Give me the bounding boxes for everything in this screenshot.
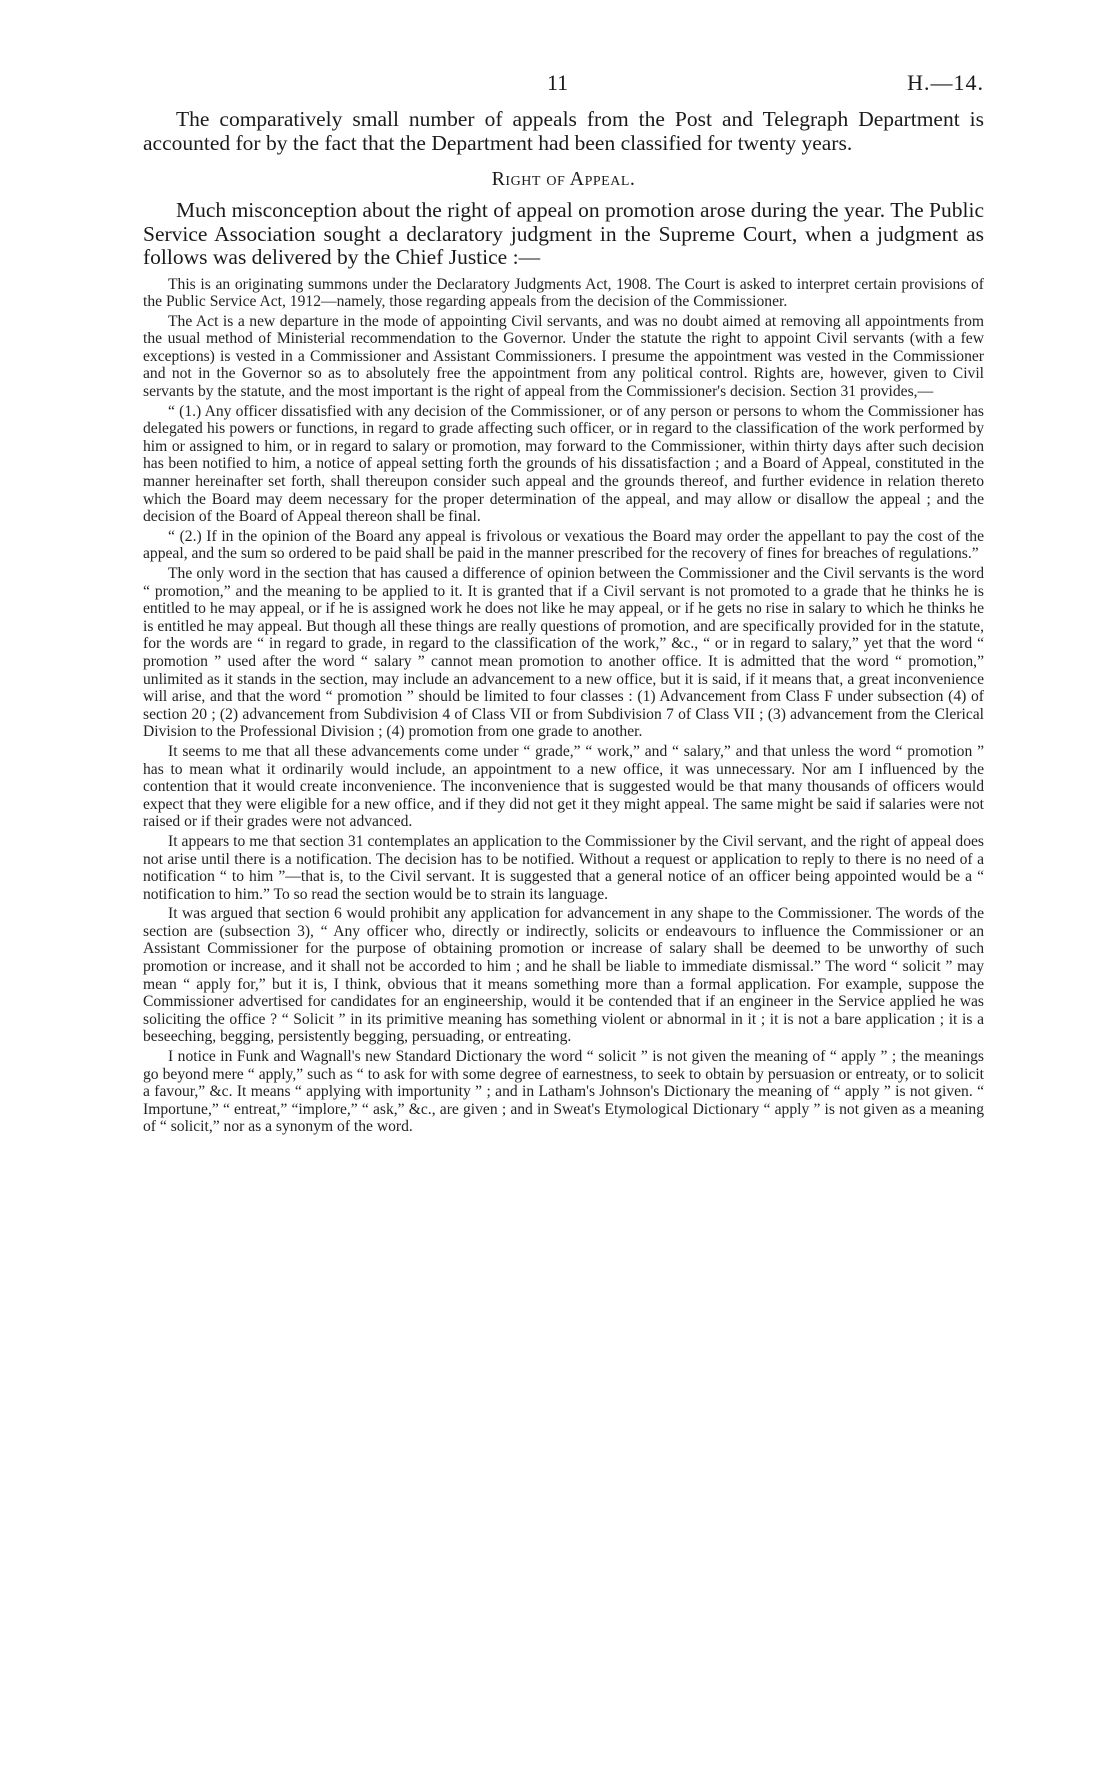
page-reference: H.—14. <box>907 70 984 95</box>
section-heading: Right of Appeal. <box>491 168 636 190</box>
page-header <box>143 70 984 108</box>
judgment-paragraph: The Act is a new departure in the mode of appointing Civil servants, and was no doubt aimed at removing all appointments from the usual method of Ministerial recommendation to the Governor. Under the statute the right to appoint Civil servants (with a few exceptions) is vested in a Commissioner and Assistant Commissioners. I presume the appointment was vested in the Commissioner and not in the Governor so as to absolutely free the appointment from any political control. Rights are, however, given to Civil servants by the statute, and the most important is the right of appeal from the Commissioner's decision. Section 31 provides,— <box>143 312 984 401</box>
judgment-paragraph: It seems to me that all these advancements come under “ grade,” “ work,” and “ salary,” and that unless the word “ promotion ” has to mean what it ordinarily would include, an appointment to a new office, it was unnecessary. Nor am I influenced by the contention that it would create inconvenience. The inconvenience that is suggested would be that many thousands of officers would expect that they were eligible for a new office, and if they did not get it they might appeal. The same might be said if salaries were not raised or if their grades were not advanced. <box>143 742 984 831</box>
judgment-paragraph: It was argued that section 6 would prohibit any application for advancement in any shape to the Commissioner. The words of the section are (subsection 3), “ Any officer who, directly or indirectly, solicits or endeavours to influence the Commissioner or an Assistant Commissioner for the purpose of obtaining promotion or increase of salary shall be deemed to be unworthy of such promotion or increase, and it shall not be accorded to him ; and he shall be liable to immediate dismissal.” The word “ solicit ” may mean “ apply for,” but it is, I think, obvious that it means something more than a formal application. For example, suppose the Commissioner advertised for candidates for an engineership, would it be contended that if an engineer in the Service applied he was soliciting the office ? “ Solicit ” in its primitive meaning has something violent or abnormal in it ; it is not a bare application ; it is a beseeching, begging, persistently begging, persuading, or entreating. <box>143 905 984 1046</box>
judgment-paragraph: “ (2.) If in the opinion of the Board any appeal is frivolous or vexatious the Board may order the appellant to pay the cost of the appeal, and the sum so ordered to be paid shall be paid in the manner prescribed for the recovery of fines for breaches of regulations.” <box>143 527 984 563</box>
judgment-paragraph: “ (1.) Any officer dissatisfied with any decision of the Commissioner, or of any person or persons to whom the Commissioner has delegated his powers or functions, in regard to grade affecting such officer, or in regard to the classification of the work performed by him or assigned to him, or in regard to salary or promotion, may forward to the Commissioner, within thirty days after such decision has been notified to him, a notice of appeal setting forth the grounds of his dissatisfaction ; and a Board of Appeal, constituted in the manner hereinafter set forth, shall thereupon consider such appeal and the grounds thereof, and further evidence in relation thereto which the Board may deem necessary for the proper determination of the appeal, and may allow or disallow the appeal ; and the decision of the Board of Appeal thereon shall be final. <box>143 402 984 526</box>
judgment-paragraph: I notice in Funk and Wagnall's new Standard Dictionary the word “ solicit ” is not given the meaning of “ apply ” ; the meanings go beyond mere “ apply,” such as “ to ask for with some degree of earnestness, to seek to obtain by persuasion or entreaty, or to solicit a favour,” &c. It means “ applying with importunity ” ; and in Latham's Johnson's Dictionary the meaning of “ apply ” is not given. “ Importune,” “ entreat,” “implore,” “ ask,” &c., are given ; and in Sweat's Etymological Dictionary “ apply ” is not given as a meaning of “ solicit,” nor as a synonym of the word. <box>143 1048 984 1136</box>
judgment-paragraph: This is an originating summons under the Declaratory Judgments Act, 1908. The Court is asked to interpret certain provisions of the Public Service Act, 1912—namely, those regarding appeals from the decision of the Commissioner. <box>143 275 984 311</box>
page-number: 11 <box>547 70 569 95</box>
judgment-paragraph: The only word in the section that has caused a difference of opinion between the Commissioner and the Civil servants is the word “ promotion,” and the meaning to be applied to it. It is granted that if a Civil servant is not promoted to a grade that he thinks he is entitled to he may appeal, or if he is assigned work he does not like he may appeal, or if he gets no rise in salary to which he thinks he is entitled he may appeal. But though all these things are really questions of promotion, and are specifically provided for in the statute, for the words are “ in regard to grade, in regard to the classification of the work,” &c., “ or in regard to salary,” yet that the word “ promotion ” used after the word “ salary ” cannot mean promotion to another office. It is admitted that the word “ promotion,” unlimited as it stands in the section, may include an advancement to a new office, but it is said, if it means that, a great inconvenience will arise, and that the word “ promotion ” should be limited to four classes : (1) Advancement from Class F under subsection (4) of section 20 ; (2) advancement from Subdivision 4 of Class VII or from Subdivision 7 of Class VII ; (3) advancement from the Clerical Division to the Professional Division ; (4) promotion from one grade to another. <box>143 565 984 741</box>
judgment-quote <box>143 276 984 1137</box>
body-paragraph: Much misconception about the right of appeal on promotion arose during the year. The Public Service Association sought a declaratory judgment in the Supreme Court, when a judgment as follows was delivered by the Chief Justice :— <box>143 198 984 269</box>
intro-paragraph: The comparatively small number of appeals from the Post and Telegraph Department is accounted for by the fact that the Department had been classified for twenty years. <box>143 107 984 155</box>
judgment-paragraph: It appears to me that section 31 contemplates an application to the Commissioner by the Civil servant, and the right of appeal does not arise until there is a notification. The decision has to be notified. Without a request or application to reply to there is no need of a notification “ to him ”—that is, to the Civil servant. It is suggested that a general notice of an officer being appointed would be a “ notification to him.” To so read the section would be to strain its language. <box>143 832 984 903</box>
